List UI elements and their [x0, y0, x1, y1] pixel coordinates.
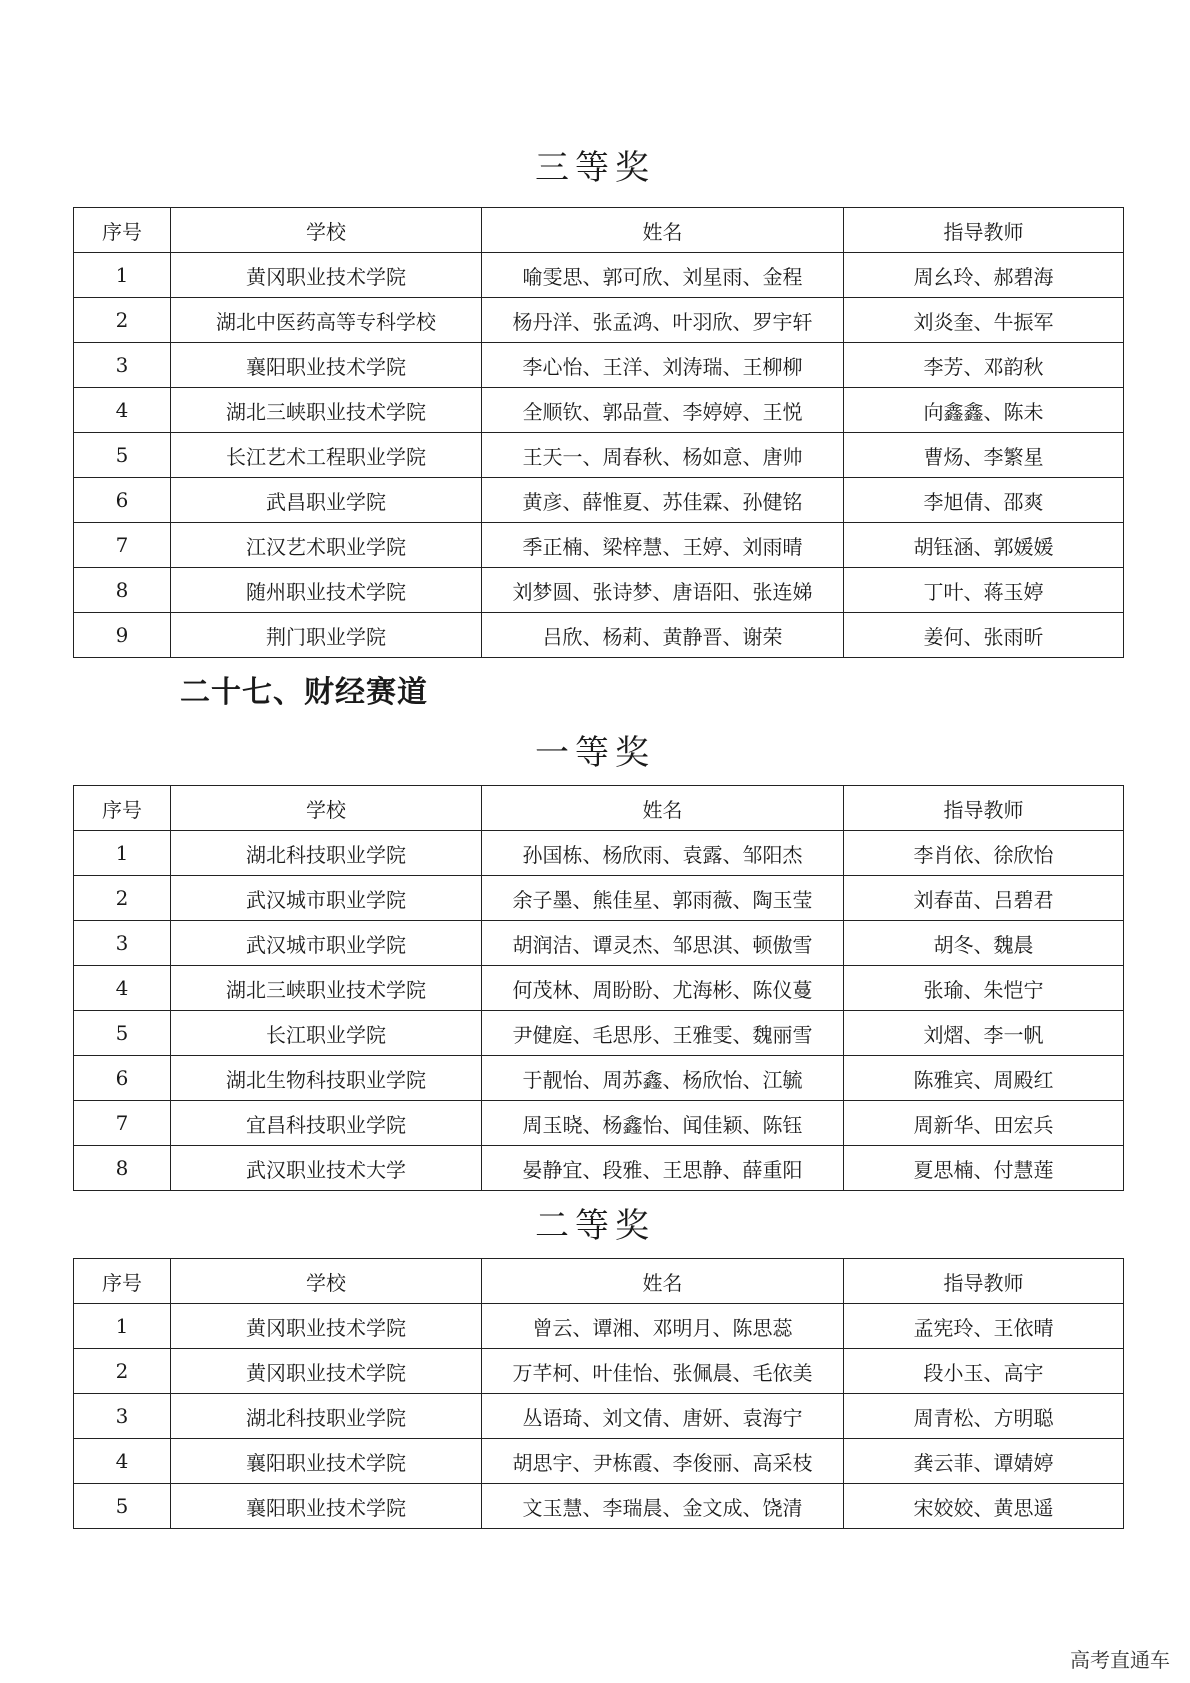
cell-school: 湖北科技职业学院: [171, 831, 482, 876]
third-prize-title: 三等奖: [535, 148, 655, 188]
table-row: [74, 1484, 1124, 1529]
header-serial-number: 序号: [74, 208, 171, 253]
cell-student-names: 文玉慧、李瑞晨、金文成、饶清: [482, 1484, 844, 1529]
cell-student-names: 孙国栋、杨欣雨、袁露、邹阳杰: [482, 831, 844, 876]
cell-student-names: 晏静宜、段雅、王思静、薛重阳: [482, 1146, 844, 1191]
cell-serial-number: 7: [74, 1101, 171, 1146]
cell-serial-number: 4: [74, 388, 171, 433]
cell-student-names: 刘梦圆、张诗梦、唐语阳、张连娣: [482, 568, 844, 613]
header-serial-number: 序号: [74, 1259, 171, 1304]
cell-advisor: 张瑜、朱恺宁: [844, 966, 1124, 1011]
header-advisor: 指导教师: [844, 208, 1124, 253]
cell-school: 武汉城市职业学院: [171, 921, 482, 966]
cell-student-names: 吕欣、杨莉、黄静晋、谢荣: [482, 613, 844, 658]
cell-school: 湖北科技职业学院: [171, 1394, 482, 1439]
cell-student-names: 万芊柯、叶佳怡、张佩晨、毛依美: [482, 1349, 844, 1394]
section-title-finance-track: 二十七、财经赛道: [180, 675, 428, 710]
cell-serial-number: 5: [74, 433, 171, 478]
table-header-row: [74, 1259, 1124, 1304]
second-prize-title: 二等奖: [535, 1206, 655, 1246]
table-row: [74, 478, 1124, 523]
cell-serial-number: 2: [74, 1349, 171, 1394]
cell-school: 黄冈职业技术学院: [171, 1349, 482, 1394]
cell-advisor: 李旭倩、邵爽: [844, 478, 1124, 523]
cell-school: 长江艺术工程职业学院: [171, 433, 482, 478]
first-prize-title: 一等奖: [535, 733, 655, 773]
cell-student-names: 季正楠、梁梓慧、王婷、刘雨晴: [482, 523, 844, 568]
cell-advisor: 宋姣姣、黄思遥: [844, 1484, 1124, 1529]
table-header-row: [74, 208, 1124, 253]
cell-serial-number: 8: [74, 1146, 171, 1191]
cell-school: 随州职业技术学院: [171, 568, 482, 613]
cell-advisor: 李芳、邓韵秋: [844, 343, 1124, 388]
cell-student-names: 周玉晓、杨鑫怡、闻佳颖、陈钰: [482, 1101, 844, 1146]
cell-school: 襄阳职业技术学院: [171, 343, 482, 388]
first-prize-table: [73, 785, 1124, 1191]
cell-school: 襄阳职业技术学院: [171, 1484, 482, 1529]
cell-school: 湖北三峡职业技术学院: [171, 966, 482, 1011]
cell-school: 荆门职业学院: [171, 613, 482, 658]
cell-student-names: 黄彦、薛惟夏、苏佳霖、孙健铭: [482, 478, 844, 523]
cell-advisor: 龚云菲、谭婧婷: [844, 1439, 1124, 1484]
table-row: [74, 343, 1124, 388]
cell-serial-number: 5: [74, 1484, 171, 1529]
cell-school: 宜昌科技职业学院: [171, 1101, 482, 1146]
third-prize-table: [73, 207, 1124, 658]
cell-school: 襄阳职业技术学院: [171, 1439, 482, 1484]
cell-school: 湖北生物科技职业学院: [171, 1056, 482, 1101]
table-row: [74, 523, 1124, 568]
cell-serial-number: 1: [74, 253, 171, 298]
cell-advisor: 胡冬、魏晨: [844, 921, 1124, 966]
cell-school: 长江职业学院: [171, 1011, 482, 1056]
cell-advisor: 陈雅宾、周殿红: [844, 1056, 1124, 1101]
table-header-row: [74, 786, 1124, 831]
table-row: [74, 253, 1124, 298]
cell-serial-number: 8: [74, 568, 171, 613]
cell-advisor: 周幺玲、郝碧海: [844, 253, 1124, 298]
header-school: 学校: [171, 208, 482, 253]
cell-serial-number: 6: [74, 1056, 171, 1101]
cell-school: 江汉艺术职业学院: [171, 523, 482, 568]
cell-serial-number: 2: [74, 298, 171, 343]
cell-student-names: 尹健庭、毛思彤、王雅雯、魏丽雪: [482, 1011, 844, 1056]
table-row: [74, 1056, 1124, 1101]
cell-advisor: 曹炀、李繁星: [844, 433, 1124, 478]
table-row: [74, 921, 1124, 966]
table-row: [74, 831, 1124, 876]
cell-school: 武汉职业技术大学: [171, 1146, 482, 1191]
cell-student-names: 胡思宇、尹栋霞、李俊丽、高采枝: [482, 1439, 844, 1484]
cell-serial-number: 9: [74, 613, 171, 658]
header-student-names: 姓名: [482, 786, 844, 831]
table-row: [74, 298, 1124, 343]
cell-advisor: 姜何、张雨昕: [844, 613, 1124, 658]
cell-student-names: 余子墨、熊佳星、郭雨薇、陶玉莹: [482, 876, 844, 921]
cell-advisor: 刘炎奎、牛振军: [844, 298, 1124, 343]
table-row: [74, 568, 1124, 613]
cell-advisor: 胡钰涵、郭媛媛: [844, 523, 1124, 568]
cell-student-names: 杨丹洋、张孟鸿、叶羽欣、罗宇轩: [482, 298, 844, 343]
cell-school: 武汉城市职业学院: [171, 876, 482, 921]
cell-serial-number: 3: [74, 343, 171, 388]
table-row: [74, 1146, 1124, 1191]
header-school: 学校: [171, 1259, 482, 1304]
header-school: 学校: [171, 786, 482, 831]
cell-advisor: 夏思楠、付慧莲: [844, 1146, 1124, 1191]
cell-serial-number: 4: [74, 1439, 171, 1484]
cell-serial-number: 1: [74, 1304, 171, 1349]
table-row: [74, 1439, 1124, 1484]
cell-school: 湖北三峡职业技术学院: [171, 388, 482, 433]
cell-advisor: 丁叶、蒋玉婷: [844, 568, 1124, 613]
header-student-names: 姓名: [482, 208, 844, 253]
watermark-text: 高考直通车: [1070, 1648, 1170, 1672]
cell-advisor: 李肖依、徐欣怡: [844, 831, 1124, 876]
cell-student-names: 李心怡、王洋、刘涛瑞、王柳柳: [482, 343, 844, 388]
cell-serial-number: 3: [74, 1394, 171, 1439]
cell-advisor: 孟宪玲、王依晴: [844, 1304, 1124, 1349]
cell-school: 黄冈职业技术学院: [171, 253, 482, 298]
header-serial-number: 序号: [74, 786, 171, 831]
header-advisor: 指导教师: [844, 786, 1124, 831]
cell-school: 湖北中医药高等专科学校: [171, 298, 482, 343]
cell-student-names: 喻雯思、郭可欣、刘星雨、金程: [482, 253, 844, 298]
table-row: [74, 966, 1124, 1011]
table-row: [74, 1349, 1124, 1394]
cell-serial-number: 3: [74, 921, 171, 966]
table-row: [74, 1011, 1124, 1056]
header-student-names: 姓名: [482, 1259, 844, 1304]
cell-student-names: 胡润洁、谭灵杰、邹思淇、顿傲雪: [482, 921, 844, 966]
cell-advisor: 周青松、方明聪: [844, 1394, 1124, 1439]
cell-student-names: 何茂林、周盼盼、尤海彬、陈仪蔓: [482, 966, 844, 1011]
cell-student-names: 丛语琦、刘文倩、唐妍、袁海宁: [482, 1394, 844, 1439]
cell-serial-number: 6: [74, 478, 171, 523]
table-row: [74, 1394, 1124, 1439]
second-prize-table: [73, 1258, 1124, 1529]
cell-advisor: 刘熠、李一帆: [844, 1011, 1124, 1056]
table-row: [74, 1304, 1124, 1349]
cell-serial-number: 4: [74, 966, 171, 1011]
cell-serial-number: 7: [74, 523, 171, 568]
cell-advisor: 向鑫鑫、陈未: [844, 388, 1124, 433]
cell-student-names: 曾云、谭湘、邓明月、陈思蕊: [482, 1304, 844, 1349]
table-row: [74, 613, 1124, 658]
cell-advisor: 刘春苗、吕碧君: [844, 876, 1124, 921]
cell-student-names: 全顺钦、郭品萱、李婷婷、王悦: [482, 388, 844, 433]
cell-school: 武昌职业学院: [171, 478, 482, 523]
header-advisor: 指导教师: [844, 1259, 1124, 1304]
cell-advisor: 周新华、田宏兵: [844, 1101, 1124, 1146]
cell-serial-number: 2: [74, 876, 171, 921]
cell-advisor: 段小玉、高宇: [844, 1349, 1124, 1394]
table-row: [74, 388, 1124, 433]
table-row: [74, 1101, 1124, 1146]
cell-serial-number: 1: [74, 831, 171, 876]
cell-student-names: 于靓怡、周苏鑫、杨欣怡、江毓: [482, 1056, 844, 1101]
cell-student-names: 王天一、周春秋、杨如意、唐帅: [482, 433, 844, 478]
cell-school: 黄冈职业技术学院: [171, 1304, 482, 1349]
table-row: [74, 876, 1124, 921]
table-row: [74, 433, 1124, 478]
cell-serial-number: 5: [74, 1011, 171, 1056]
